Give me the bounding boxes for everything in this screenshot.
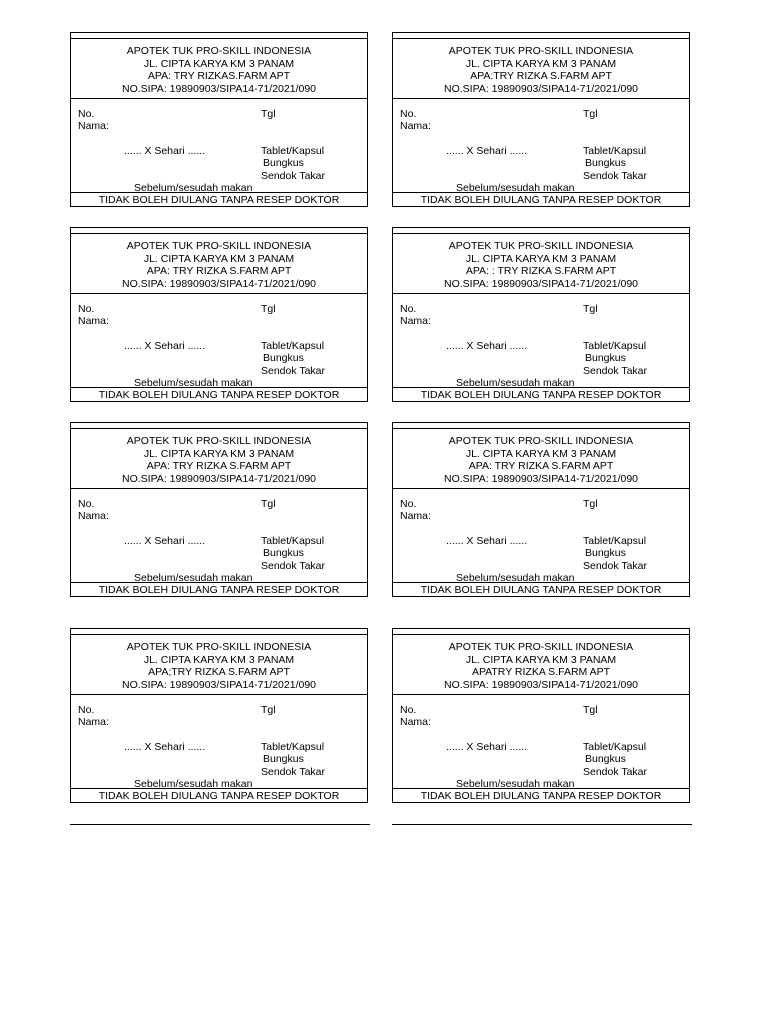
bungkus-option: Bungkus	[263, 547, 304, 559]
sendok-takar-option: Sendok Takar	[583, 560, 648, 572]
top-rule	[70, 233, 368, 234]
sipa-number: NO.SIPA: 19890903/SIPA14-71/2021/090	[122, 678, 316, 691]
dosage-per-day: ...... X Sehari ......	[124, 340, 206, 352]
meal-timing: Sebelum/sesudah makan	[456, 377, 575, 389]
dosage-per-day: ...... X Sehari ......	[446, 340, 528, 352]
meal-timing: Sebelum/sesudah makan	[134, 572, 253, 584]
footer-warning: TIDAK BOLEH DIULANG TANPA RESEP DOKTOR	[98, 389, 340, 401]
pharmacy-address: JL. CIPTA KARYA KM 3 PANAM	[465, 252, 617, 265]
tgl-field: Tgl	[583, 704, 598, 716]
sendok-takar-option: Sendok Takar	[261, 560, 326, 572]
dosage-per-day: ...... X Sehari ......	[446, 741, 528, 753]
pharmacy-name: APOTEK TUK PRO-SKILL INDONESIA	[126, 240, 312, 252]
top-rule	[392, 428, 690, 429]
pharmacy-name: APOTEK TUK PRO-SKILL INDONESIA	[126, 435, 312, 447]
bungkus-option: Bungkus	[585, 547, 626, 559]
top-rule	[392, 38, 690, 39]
nama-field: Nama:	[400, 120, 431, 132]
pharmacist-name: APA;TRY RIZKA S.FARM APT	[148, 666, 290, 678]
no-field: No.	[78, 704, 95, 716]
top-rule	[70, 38, 368, 39]
footer-divider	[70, 192, 368, 193]
meal-timing: Sebelum/sesudah makan	[134, 182, 253, 194]
prescription-label	[70, 227, 368, 402]
prescription-label	[392, 32, 690, 207]
pharmacy-address: JL. CIPTA KARYA KM 3 PANAM	[143, 252, 295, 265]
nama-field: Nama:	[400, 716, 431, 728]
meal-timing: Sebelum/sesudah makan	[456, 778, 575, 790]
dosage-per-day: ...... X Sehari ......	[124, 741, 206, 753]
prescription-label	[70, 32, 368, 207]
tablet-kapsul-option: Tablet/Kapsul	[261, 741, 325, 753]
dosage-per-day: ...... X Sehari ......	[446, 145, 528, 157]
nama-field: Nama:	[78, 716, 109, 728]
pharmacy-address: JL. CIPTA KARYA KM 3 PANAM	[465, 653, 617, 666]
prescription-label	[70, 422, 368, 597]
no-field: No.	[400, 704, 417, 716]
pharmacy-address: JL. CIPTA KARYA KM 3 PANAM	[143, 653, 295, 666]
tablet-kapsul-option: Tablet/Kapsul	[261, 535, 325, 547]
cut-line-left	[70, 824, 370, 825]
meal-timing: Sebelum/sesudah makan	[134, 778, 253, 790]
pharmacy-header	[71, 435, 367, 485]
sendok-takar-option: Sendok Takar	[261, 170, 326, 182]
header-divider	[70, 293, 368, 294]
dosage-per-day: ...... X Sehari ......	[124, 145, 206, 157]
tgl-field: Tgl	[583, 498, 598, 510]
footer-warning: TIDAK BOLEH DIULANG TANPA RESEP DOKTOR	[420, 194, 662, 206]
pharmacist-name: APA:TRY RIZKA S.FARM APT	[470, 70, 612, 82]
no-field: No.	[78, 303, 95, 315]
header-divider	[392, 98, 690, 99]
sendok-takar-option: Sendok Takar	[583, 766, 648, 778]
bungkus-option: Bungkus	[263, 753, 304, 765]
nama-field: Nama:	[78, 120, 109, 132]
tablet-kapsul-option: Tablet/Kapsul	[583, 535, 647, 547]
pharmacist-name: APA: TRY RIZKA S.FARM APT	[146, 265, 292, 277]
footer-warning: TIDAK BOLEH DIULANG TANPA RESEP DOKTOR	[420, 584, 662, 596]
footer-divider	[392, 788, 690, 789]
prescription-label	[392, 422, 690, 597]
pharmacy-name: APOTEK TUK PRO-SKILL INDONESIA	[126, 45, 312, 57]
tgl-field: Tgl	[261, 498, 276, 510]
dosage-per-day: ...... X Sehari ......	[446, 535, 528, 547]
pharmacy-header	[393, 45, 689, 95]
nama-field: Nama:	[400, 315, 431, 327]
tgl-field: Tgl	[261, 303, 276, 315]
no-field: No.	[400, 498, 417, 510]
nama-field: Nama:	[400, 510, 431, 522]
pharmacy-name: APOTEK TUK PRO-SKILL INDONESIA	[448, 240, 634, 252]
meal-timing: Sebelum/sesudah makan	[456, 572, 575, 584]
header-divider	[70, 98, 368, 99]
sendok-takar-option: Sendok Takar	[583, 170, 648, 182]
bungkus-option: Bungkus	[585, 753, 626, 765]
nama-field: Nama:	[78, 510, 109, 522]
pharmacy-address: JL. CIPTA KARYA KM 3 PANAM	[465, 447, 617, 460]
sendok-takar-option: Sendok Takar	[583, 365, 648, 377]
footer-warning: TIDAK BOLEH DIULANG TANPA RESEP DOKTOR	[420, 389, 662, 401]
tgl-field: Tgl	[261, 108, 276, 120]
footer-divider	[70, 387, 368, 388]
tablet-kapsul-option: Tablet/Kapsul	[583, 741, 647, 753]
header-divider	[70, 694, 368, 695]
footer-divider	[70, 582, 368, 583]
sendok-takar-option: Sendok Takar	[261, 766, 326, 778]
sipa-number: NO.SIPA: 19890903/SIPA14-71/2021/090	[444, 277, 638, 290]
no-field: No.	[400, 108, 417, 120]
bungkus-option: Bungkus	[263, 157, 304, 169]
header-divider	[392, 293, 690, 294]
footer-divider	[392, 582, 690, 583]
header-divider	[392, 488, 690, 489]
pharmacy-name: APOTEK TUK PRO-SKILL INDONESIA	[448, 435, 634, 447]
bungkus-option: Bungkus	[585, 157, 626, 169]
footer-divider	[392, 387, 690, 388]
no-field: No.	[78, 108, 95, 120]
tgl-field: Tgl	[261, 704, 276, 716]
tablet-kapsul-option: Tablet/Kapsul	[583, 340, 647, 352]
pharmacy-header	[71, 45, 367, 95]
tgl-field: Tgl	[583, 108, 598, 120]
dosage-per-day: ...... X Sehari ......	[124, 535, 206, 547]
pharmacist-name: APA: TRY RIZKA S.FARM APT	[146, 460, 292, 472]
tablet-kapsul-option: Tablet/Kapsul	[261, 145, 325, 157]
header-divider	[70, 488, 368, 489]
sipa-number: NO.SIPA: 19890903/SIPA14-71/2021/090	[122, 472, 316, 485]
bungkus-option: Bungkus	[585, 352, 626, 364]
sipa-number: NO.SIPA: 19890903/SIPA14-71/2021/090	[444, 678, 638, 691]
no-field: No.	[78, 498, 95, 510]
footer-divider	[392, 192, 690, 193]
pharmacy-header	[71, 641, 367, 691]
header-divider	[392, 694, 690, 695]
sipa-number: NO.SIPA: 19890903/SIPA14-71/2021/090	[444, 472, 638, 485]
prescription-label	[392, 628, 690, 803]
sipa-number: NO.SIPA: 19890903/SIPA14-71/2021/090	[122, 277, 316, 290]
bungkus-option: Bungkus	[263, 352, 304, 364]
top-rule	[70, 428, 368, 429]
pharmacist-name: APA: TRY RIZKAS.FARM APT	[147, 70, 291, 82]
footer-divider	[70, 788, 368, 789]
nama-field: Nama:	[78, 315, 109, 327]
pharmacy-address: JL. CIPTA KARYA KM 3 PANAM	[143, 57, 295, 70]
pharmacist-name: APATRY RIZKA S.FARM APT	[471, 666, 611, 678]
pharmacist-name: APA: : TRY RIZKA S.FARM APT	[465, 265, 617, 277]
pharmacy-name: APOTEK TUK PRO-SKILL INDONESIA	[448, 641, 634, 653]
pharmacist-name: APA: TRY RIZKA S.FARM APT	[468, 460, 614, 472]
footer-warning: TIDAK BOLEH DIULANG TANPA RESEP DOKTOR	[98, 790, 340, 802]
pharmacy-header	[393, 641, 689, 691]
footer-warning: TIDAK BOLEH DIULANG TANPA RESEP DOKTOR	[98, 584, 340, 596]
cut-line-right	[392, 824, 692, 825]
pharmacy-name: APOTEK TUK PRO-SKILL INDONESIA	[126, 641, 312, 653]
top-rule	[392, 634, 690, 635]
tablet-kapsul-option: Tablet/Kapsul	[583, 145, 647, 157]
sipa-number: NO.SIPA: 19890903/SIPA14-71/2021/090	[444, 82, 638, 95]
sendok-takar-option: Sendok Takar	[261, 365, 326, 377]
prescription-label	[392, 227, 690, 402]
pharmacy-address: JL. CIPTA KARYA KM 3 PANAM	[465, 57, 617, 70]
pharmacy-header	[393, 240, 689, 290]
pharmacy-header	[393, 435, 689, 485]
meal-timing: Sebelum/sesudah makan	[456, 182, 575, 194]
pharmacy-address: JL. CIPTA KARYA KM 3 PANAM	[143, 447, 295, 460]
tablet-kapsul-option: Tablet/Kapsul	[261, 340, 325, 352]
tgl-field: Tgl	[583, 303, 598, 315]
top-rule	[70, 634, 368, 635]
sipa-number: NO.SIPA: 19890903/SIPA14-71/2021/090	[122, 82, 316, 95]
top-rule	[392, 233, 690, 234]
pharmacy-header	[71, 240, 367, 290]
pharmacy-name: APOTEK TUK PRO-SKILL INDONESIA	[448, 45, 634, 57]
footer-warning: TIDAK BOLEH DIULANG TANPA RESEP DOKTOR	[98, 194, 340, 206]
no-field: No.	[400, 303, 417, 315]
footer-warning: TIDAK BOLEH DIULANG TANPA RESEP DOKTOR	[420, 790, 662, 802]
prescription-label	[70, 628, 368, 803]
meal-timing: Sebelum/sesudah makan	[134, 377, 253, 389]
